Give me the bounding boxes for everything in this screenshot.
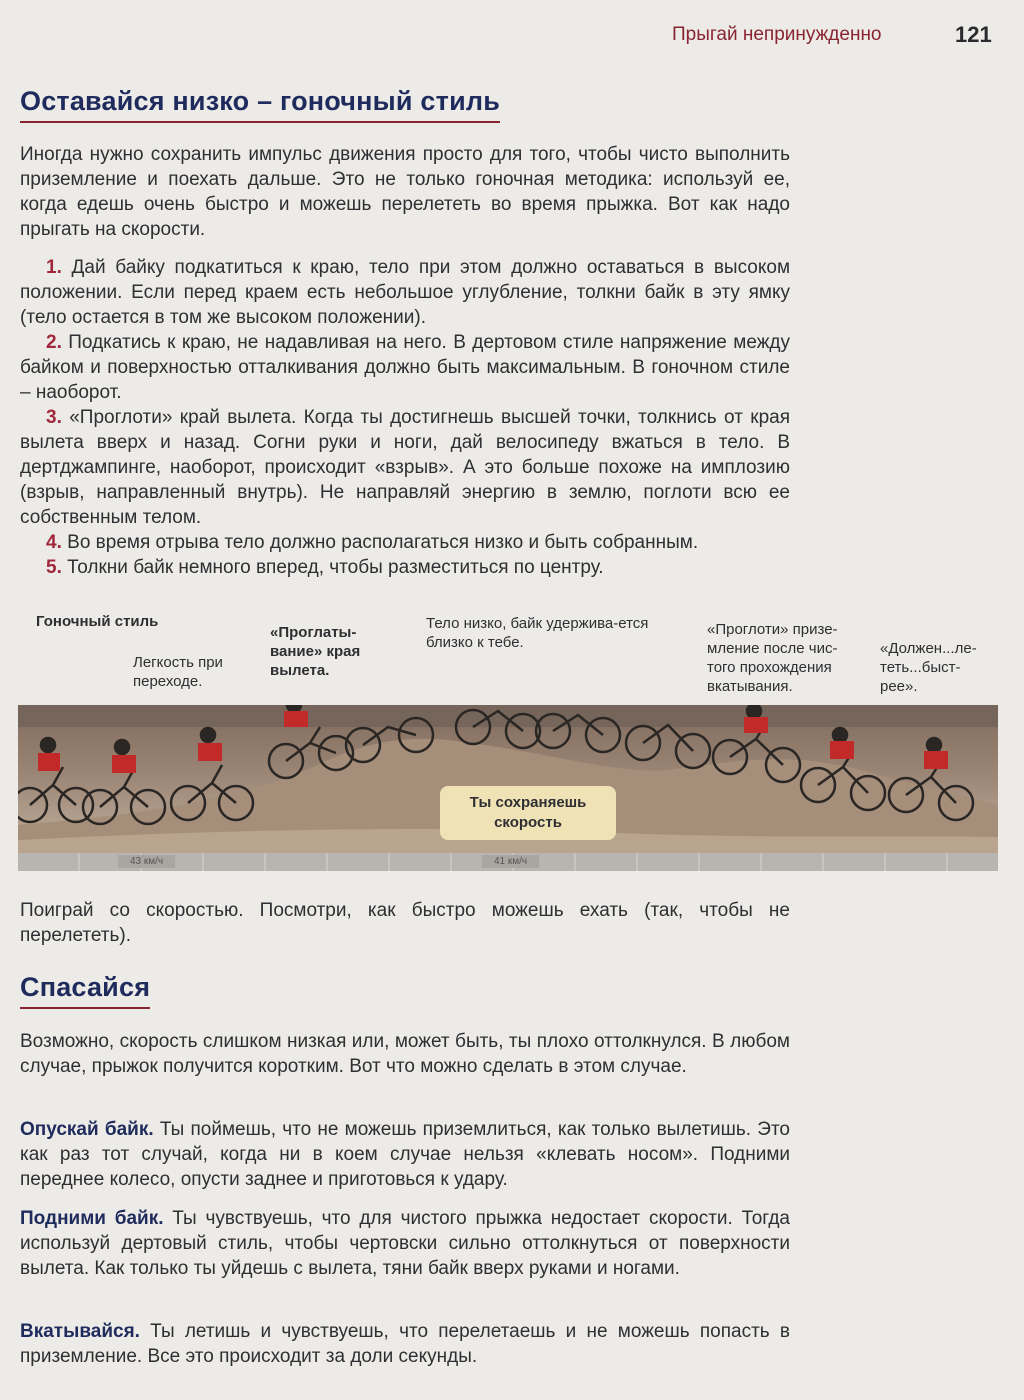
step-item [20, 330, 790, 405]
section-heading-save-yourself: Спасайся [20, 972, 151, 1002]
tip-text: Ты поймешь, что не можешь приземлиться, как только вылетишь. Это как раз тот случай, когда ни в коем случае нельзя «клевать носом». Подними переднее колесо, опусти заднее и приготовься к удару. [20, 1119, 790, 1190]
tip-raise-bike [20, 1206, 790, 1281]
tip-term: Вкатывайся. [20, 1321, 140, 1342]
figure-caption-2: «Проглаты-вание» края вылета. [270, 624, 361, 679]
step-number: 3. [46, 407, 62, 428]
step-number: 4. [46, 532, 62, 553]
after-figure-text: Поиграй со скоростью. Посмотри, как быстро можешь ехать (так, чтобы не перелететь). [20, 900, 790, 946]
step-item [20, 255, 790, 330]
step-number: 2. [46, 332, 62, 353]
step-item [20, 405, 790, 530]
running-header: Прыгай непринужденно [672, 24, 882, 45]
rider-figure [626, 725, 710, 768]
section-intro: Иногда нужно сохранить импульс движения просто для того, чтобы чисто выполнить приземление и поехать дальше. Это не только гоночная методика: используй ее, когда едешь очень быстро и можешь перелететь во время прыжка. Вот как надо прыгать на скорости. [20, 144, 790, 240]
step-text: Дай байку подкатиться к краю, тело при этом должно оставаться в высоком положении. Если перед краем есть небольшое углубление, толкни байк в эту ямку (тело остается в том же высоком положении). [20, 257, 791, 328]
tip-roll-in [20, 1319, 790, 1369]
step-text: Во время отрыва тело должно располагаться низко и быть собранным. [67, 532, 699, 553]
speed-label-1: 43 км/ч [118, 855, 175, 868]
figure-caption-4: «Проглоти» призе-мление после чис-того прохождения вкатывания. [707, 621, 838, 695]
step-item [20, 530, 790, 555]
tip-lower-bike [20, 1117, 790, 1192]
section2-intro: Возможно, скорость слишком низкая или, может быть, ты плохо оттолкнулся. В любом случае, прыжок получится коротким. Вот что можно сделать в этом случае. [20, 1031, 790, 1077]
section-heading-racing-style: Оставайся низко – гоночный стиль [20, 86, 501, 116]
step-text: Подкатись к краю, не надавливая на него. В дертовом стиле напряжение между байком и поверхностью отталкивания должно быть максимальным. В гоночном стиле – наоборот. [20, 332, 790, 403]
tip-text: Ты летишь и чувствуешь, что перелетаешь и не можешь попасть в приземление. Все это происходит за доли секунды. [20, 1321, 790, 1367]
figure-caption-3: Тело низко, байк удержива-ется близко к тебе. [426, 615, 649, 651]
figure-title: Гоночный стиль [36, 613, 159, 630]
tip-term: Опускай байк. [20, 1119, 154, 1140]
tip-term: Подними байк. [20, 1208, 164, 1229]
figure-caption-1: Легкость при переходе. [133, 654, 223, 690]
step-text: «Проглоти» край вылета. Когда ты достигнешь высшей точки, толкнись от края вылета вверх и назад. Согни руки и ноги, дай велосипеду вжаться в тело. В дертджампинге, наоборот, происходит «взрыв». А это больше похоже на имплозию (взрыв, направленный внутрь). Не направляй энергию в землю, поглоти всю ее собственным телом. [20, 407, 790, 528]
step-number: 5. [46, 557, 62, 578]
step-text: Толкни байк немного вперед, чтобы разместиться по центру. [67, 557, 604, 578]
speed-note-badge: Ты сохраняешь скорость [440, 786, 616, 840]
page-number: 121 [955, 22, 992, 47]
figure-caption-5: «Должен...ле-теть...быст-рее». [880, 640, 977, 695]
step-number: 1. [46, 257, 62, 278]
speed-label-2: 41 км/ч [482, 855, 539, 868]
tip-text: Ты чувствуешь, что для чистого прыжка недостает скорости. Тогда используй дертовый стиль, чтобы чертовски сильно оттолкнуться от поверхности вылета. Как только ты уйдешь с вылета, тяни байк вверх руками и ногами. [20, 1208, 790, 1279]
rider-figure [18, 738, 93, 822]
step-item [20, 555, 790, 580]
steps-list [20, 255, 790, 580]
